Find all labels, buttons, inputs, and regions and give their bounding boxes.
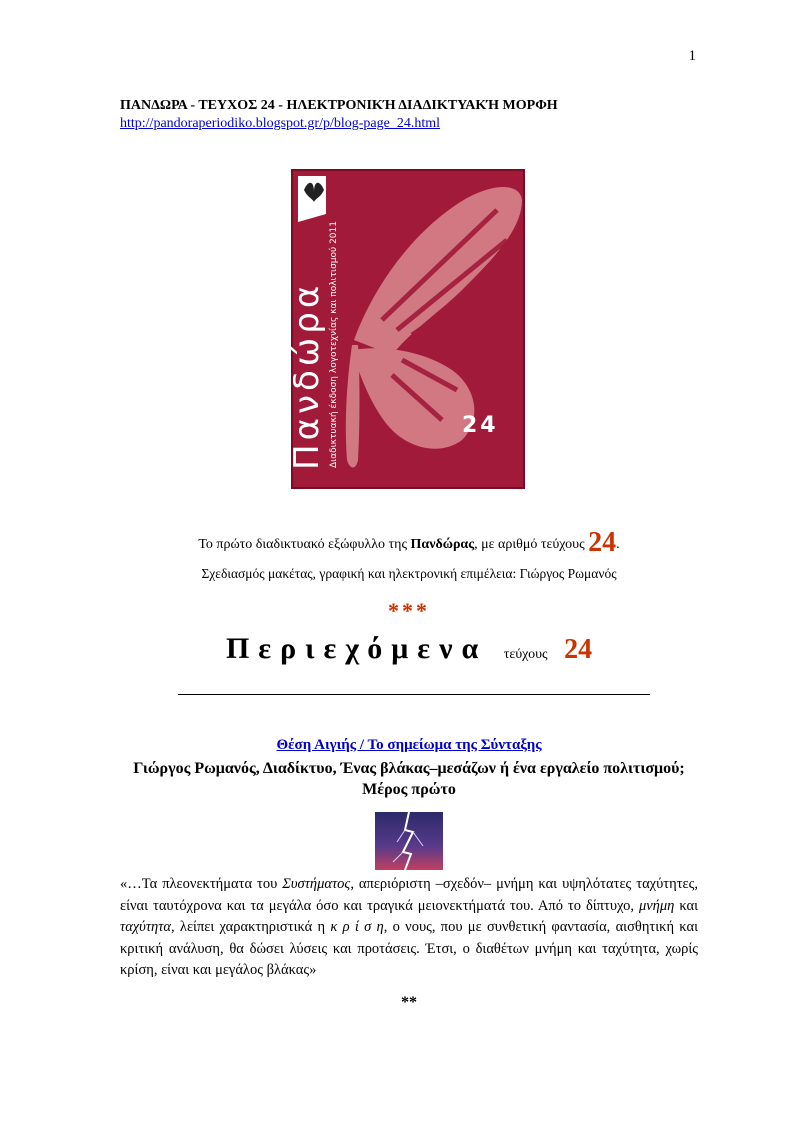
page-number: 1 <box>688 48 696 64</box>
caption-text-1: Το πρώτο διαδικτυακό εξώφυλλο της <box>198 537 411 552</box>
caption-bold: Πανδώρας <box>410 537 475 552</box>
caption-text-2: , με αριθμό τεύχους <box>474 537 589 552</box>
contents-heading <box>120 632 698 666</box>
cover-credit: Σχεδιασμός μακέτας, γραφική και ηλεκτρονική επιμέλεια: Γιώργος Ρωμανός <box>201 566 617 581</box>
quote-italic-1: Συστήματος <box>282 876 351 892</box>
cover-issue-number: 24 <box>462 413 499 438</box>
cover-caption <box>120 527 698 558</box>
quote-text-3: και <box>674 897 698 914</box>
quote-italic-4: κ ρ ί σ η <box>330 919 384 935</box>
caption-issue-number: 24 <box>588 527 617 558</box>
contents-heading-number: 24 <box>564 634 593 665</box>
quote-text-5: , ο νους, που με συνθετική φαντασία, αισθητική και κριτική ανάλυση, θα δώσει λύσεις και προτάσεις. Έτσι, ο διαθέτων μνήμη και ταχύτητα, χωρίς κρίση, είναι και μεγάλος βλάκας» <box>120 919 698 978</box>
section-link[interactable]: Θέση Αιγιής / Το σημείωμα της Σύνταξης <box>276 737 542 753</box>
caption-period: . <box>616 537 620 552</box>
quote-paragraph <box>120 874 698 982</box>
quote-text-4: , λείπει χαρακτηριστικά η <box>171 919 331 935</box>
quote-italic-3: ταχύτητα <box>120 919 172 935</box>
horizontal-divider <box>178 694 650 695</box>
quote-text-1: «…Τα πλεονεκτήματα του <box>120 876 283 892</box>
contents-heading-text: Περιεχόμενα <box>225 632 488 665</box>
lightning-image <box>375 812 443 870</box>
separator-stars: *** <box>388 598 430 623</box>
quote-italic-2: μνήμη <box>638 897 675 914</box>
magazine-cover-image <box>287 170 524 488</box>
contents-heading-small: τεύχους <box>503 647 548 662</box>
article-title: Γιώργος Ρωμανός, Διαδίκτυο, Ένας βλάκας–μεσάζων ή ένα εργαλείο πολιτισμού; Μέρος πρώτο <box>133 760 685 798</box>
logo-butterfly-icon <box>298 176 326 222</box>
document-header-title: ΠΑΝΔΩΡΑ - ΤΕΥΧΟΣ 24 - ΗΛΕΚΤΡΟΝΙΚΉ ΔΙΑΔΙΚΤΥΑΚΉ ΜΟΡΦΗ <box>120 98 558 113</box>
end-stars: ** <box>401 994 417 1011</box>
header-url-link[interactable]: http://pandoraperiodiko.blogspot.gr/p/blog-page_24.html <box>120 116 441 131</box>
cover-subtitle: Διαδικτυακή έκδοση λογοτεχνίας και πολιτισμού 2011 <box>329 221 339 468</box>
cover-title: Πανδώρα <box>287 281 327 470</box>
quote-text-2: , απεριόριστη –σχεδόν– μνήμη και υψηλότατες ταχύτητες, είναι ταυτόχρονα και τα μεγάλα όσο και τραγικά μειονεκτήματά του. Από το δίπτυχο, <box>120 876 698 914</box>
